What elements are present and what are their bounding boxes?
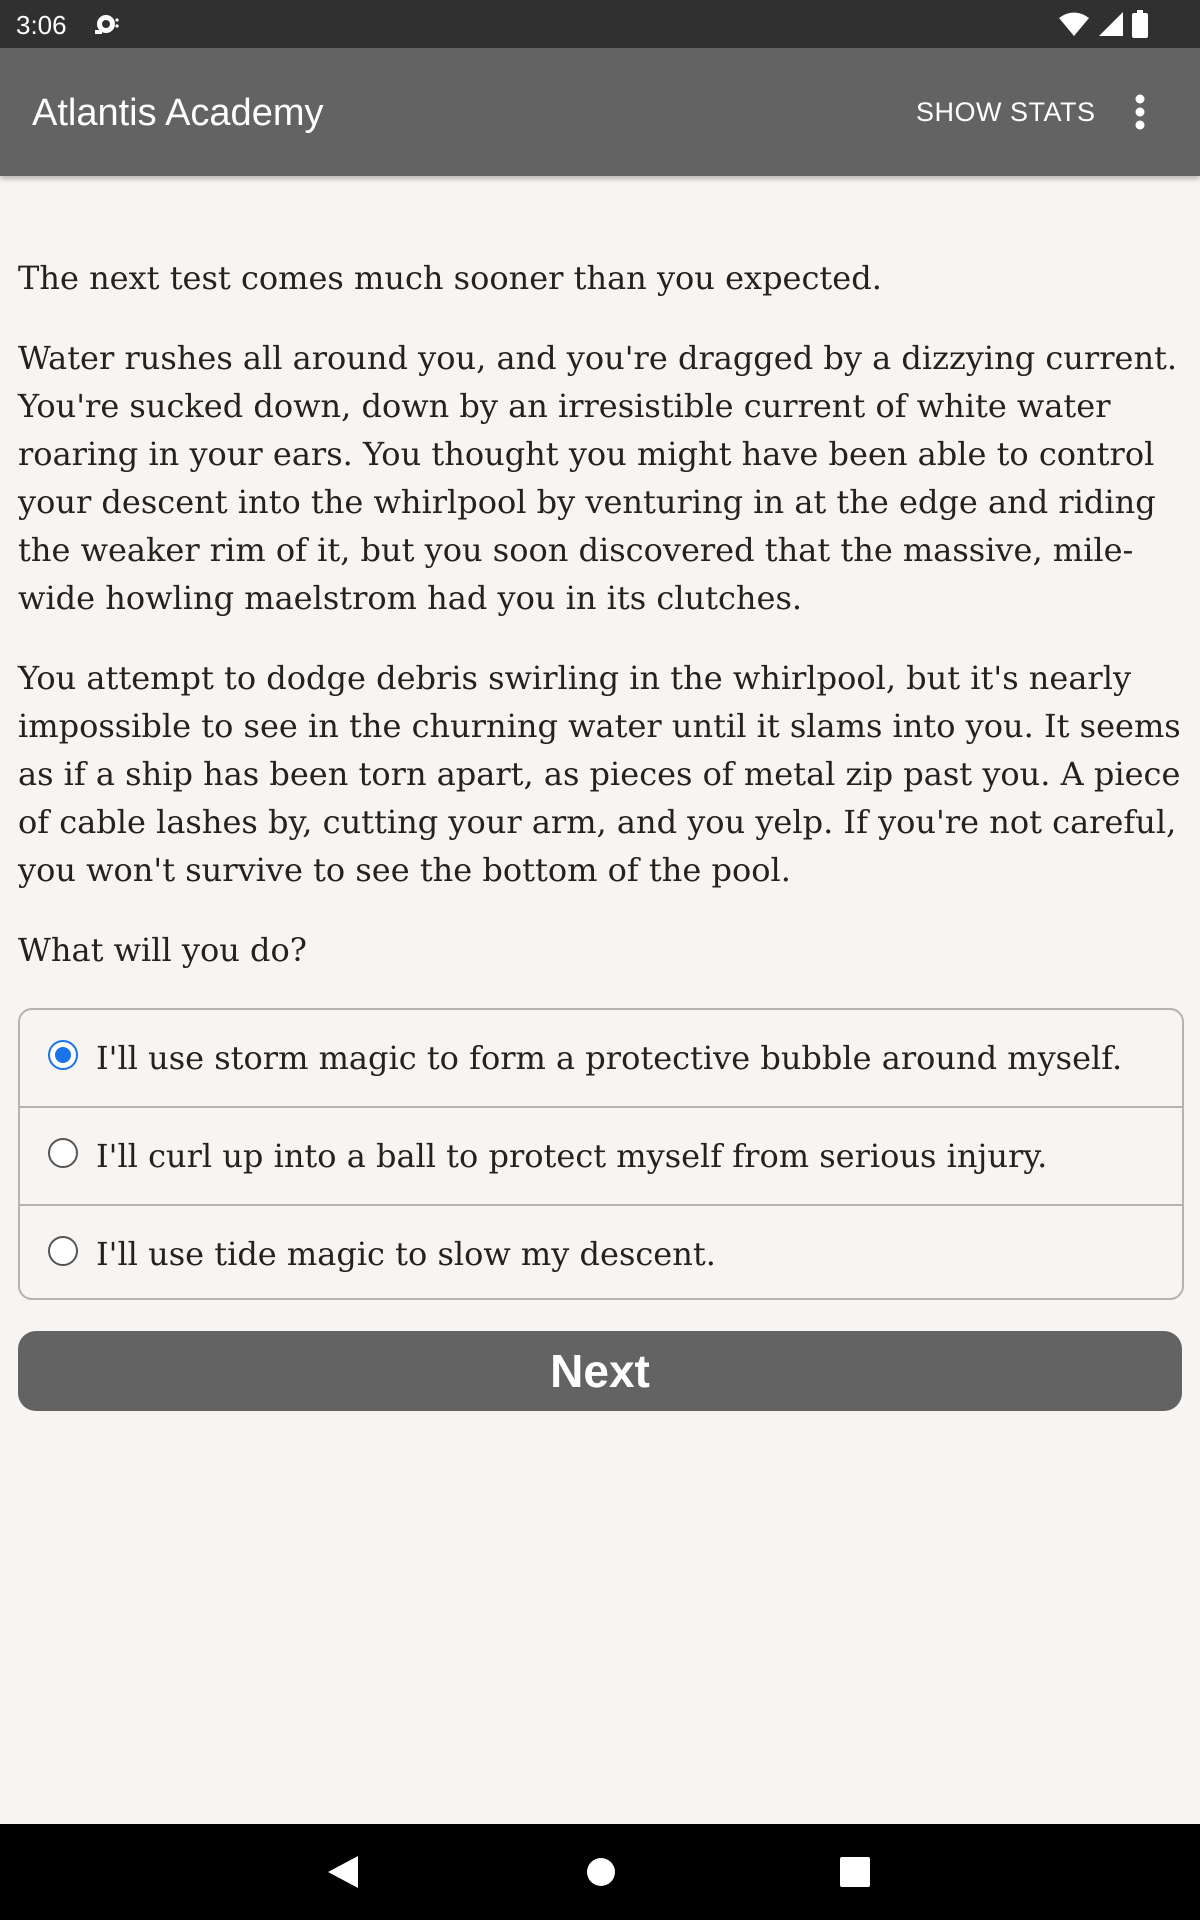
signal-icon: [1098, 11, 1124, 37]
status-time: 3:06: [16, 10, 67, 40]
choice-label: I'll use tide magic to slow my descent.: [96, 1235, 716, 1273]
back-icon[interactable]: [326, 1854, 360, 1890]
story-content: [18, 254, 1188, 1006]
radio-button[interactable]: [48, 1236, 78, 1266]
app-title: Atlantis Academy: [32, 92, 324, 134]
recents-icon[interactable]: [840, 1857, 870, 1887]
radio-button[interactable]: [48, 1138, 78, 1168]
status-bar: [0, 0, 1200, 48]
story-paragraph: The next test comes much sooner than you expected.: [18, 259, 882, 297]
choice-label: I'll use storm magic to form a protective bubble around myself.: [96, 1039, 1123, 1077]
choice-label: I'll curl up into a ball to protect myself from serious injury.: [96, 1137, 1048, 1175]
choice-list: [18, 1008, 1184, 1300]
home-icon[interactable]: [586, 1857, 616, 1887]
notification-icon: [92, 12, 120, 36]
story-paragraph: Water rushes all around you, and you're dragged by a dizzying current. You're sucked down, down by an irresistible current of white water roaring in your ears. You thought you might have been able to control your descent into the whirlpool by venturing in at the edge and riding the weaker rim of it, but you soon discovered that the massive, mile-wide howling maelstrom had you in its clutches.: [18, 339, 1178, 617]
app-bar: [0, 48, 1200, 176]
battery-icon: [1132, 10, 1148, 38]
show-stats-button[interactable]: SHOW STATS: [916, 97, 1096, 127]
choice-option-1[interactable]: [20, 1010, 1182, 1106]
navigation-bar: [0, 1824, 1200, 1920]
choice-option-3[interactable]: [20, 1204, 1182, 1300]
question-prompt: What will you do?: [18, 931, 307, 969]
more-vert-icon[interactable]: [1116, 88, 1164, 136]
story-paragraph: You attempt to dodge debris swirling in the whirlpool, but it's nearly impossible to see in the churning water until it slams into you. It seems as if a ship has been torn apart, as pieces of metal zip past you. A piece of cable lashes by, cutting your arm, and you yelp. If you're not careful, you won't survive to see the bottom of the pool.: [18, 659, 1181, 889]
next-button[interactable]: Next: [18, 1331, 1182, 1411]
status-icons: [1058, 10, 1148, 38]
radio-button[interactable]: [48, 1040, 78, 1070]
choice-option-2[interactable]: [20, 1106, 1182, 1204]
wifi-icon: [1058, 11, 1090, 37]
